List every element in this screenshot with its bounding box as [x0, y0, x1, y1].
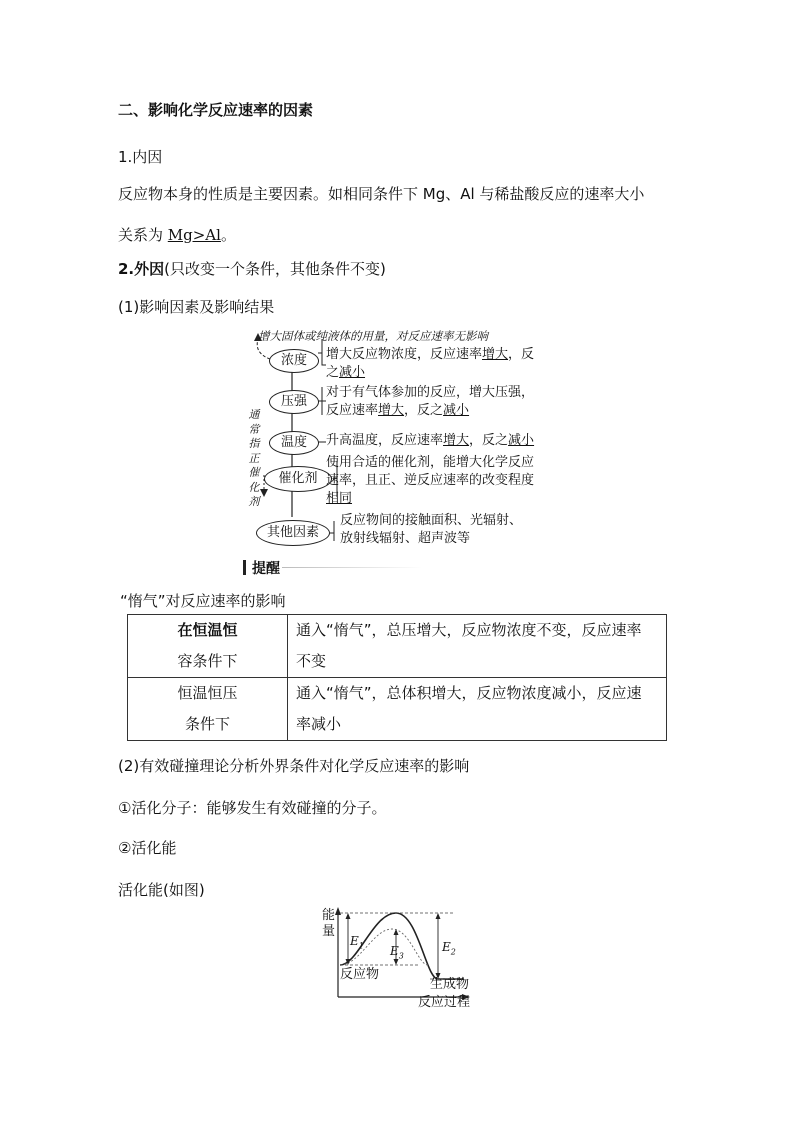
- external-heading-bold: 2.外因: [118, 260, 165, 278]
- answer-value: Mg>Al: [167, 226, 221, 244]
- inert-title: “惰气”对反应速率的影响: [120, 592, 286, 610]
- table-cell-condition: 恒温恒压 条件下: [128, 678, 288, 741]
- factor-catalyst: 催化剂: [264, 466, 332, 492]
- table-row: [128, 678, 667, 741]
- internal-answer-line: [118, 224, 236, 245]
- factor-pressure: 压强: [269, 390, 319, 414]
- tip-divider: [282, 567, 422, 568]
- collision-subheading: (2)有效碰撞理论分析外界条件对化学反应速率的影响: [118, 757, 470, 775]
- section-title: 二、影响化学反应速率的因素: [118, 101, 314, 119]
- internal-paragraph: 反应物本身的性质是主要因素。如相同条件下 Mg、Al 与稀盐酸反应的速率大小: [118, 185, 645, 203]
- collision-item-2: ②活化能: [118, 839, 177, 857]
- table-cell-effect: 通入“惰气”，总体积增大，反应物浓度减小，反应速 率减小: [288, 678, 667, 741]
- desc-others: 反应物间的接触面积、光辐射、 放射线辐射、超声波等: [340, 513, 523, 546]
- answer-prefix: 关系为: [118, 226, 168, 244]
- x-axis-label: 反应过程: [418, 995, 471, 1010]
- y-axis-label: 能 量: [322, 908, 336, 939]
- answer-suffix: 。: [220, 226, 236, 244]
- e1-label: $E_1$: [350, 934, 364, 951]
- top-note: 增大固体或纯液体的用量，对反应速率无影响: [258, 329, 488, 343]
- tip-bar: [243, 560, 246, 575]
- table-cell-condition: 在恒温恒 容条件下: [128, 615, 288, 678]
- reactant-label: 反应物: [340, 967, 380, 982]
- internal-heading: 1.内因: [118, 148, 163, 166]
- collision-item-3: 活化能(如图): [118, 881, 205, 899]
- table-row: [128, 615, 667, 678]
- factor-temperature: 温度: [269, 431, 319, 455]
- e3-label: $E_3$: [390, 944, 404, 961]
- inert-table: [127, 614, 667, 741]
- desc-temperature: 升高温度，反应速率增大，反之减小: [326, 433, 535, 448]
- table-cell-effect: 通入“惰气”，总压增大，反应物浓度不变，反应速率 不变: [288, 615, 667, 678]
- collision-item-1: ①活化分子：能够发生有效碰撞的分子。: [118, 799, 387, 817]
- desc-concentration: 增大反应物浓度，反应速率增大，反 之减小: [326, 347, 535, 380]
- side-note: 通 常 指 正 催 化 剂: [248, 408, 260, 508]
- factor-concentration: 浓度: [269, 349, 319, 373]
- factors-subheading: (1)影响因素及影响结果: [118, 298, 275, 316]
- e2-label: $E_2$: [442, 940, 456, 957]
- external-heading-rest: (只改变一个条件，其他条件不变): [164, 260, 386, 278]
- tip-label: 提醒: [243, 558, 280, 578]
- external-heading: [118, 258, 386, 279]
- factor-others: 其他因素: [256, 520, 330, 546]
- desc-pressure: 对于有气体参加的反应，增大压强， 反应速率增大，反之减小: [326, 385, 535, 418]
- desc-catalyst: 使用合适的催化剂，能增大化学反应 速率，且正、逆反应速率的改变程度 相同: [326, 455, 535, 506]
- product-label: 生成物: [430, 977, 470, 992]
